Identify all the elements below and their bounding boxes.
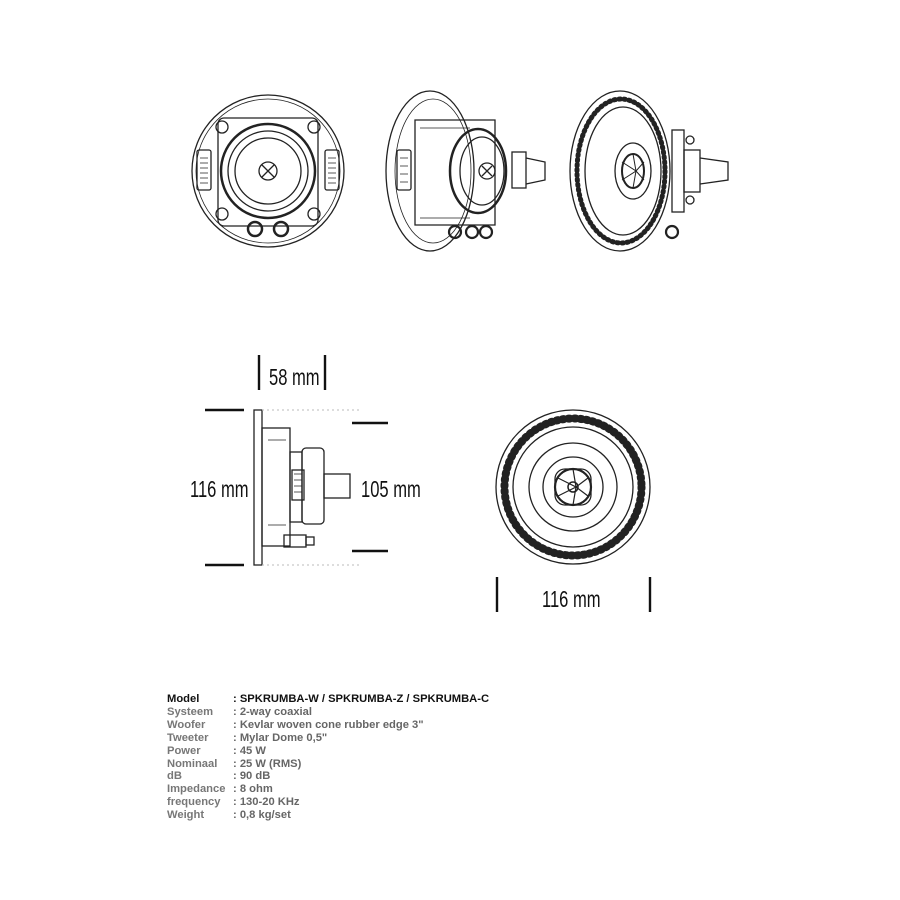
spec-key: Model (167, 693, 200, 705)
spec-value: : 0,8 kg/set (233, 809, 291, 822)
perspective-side-view-drawing (386, 91, 545, 251)
spec-row (167, 809, 489, 822)
height-dimension-label: 116 mm (190, 477, 249, 503)
spec-value: : 130-20 KHz (233, 796, 300, 809)
spec-value: : 90 dB (233, 770, 271, 783)
spec-row (167, 706, 489, 719)
spec-key: dB (167, 770, 182, 783)
spec-value: : 2-way coaxial (233, 705, 312, 718)
spec-key: Tweeter (167, 731, 209, 744)
spec-key: Power (167, 744, 201, 757)
perspective-front-view-drawing (570, 91, 728, 251)
diameter-dimension-label: 116 mm (542, 587, 601, 613)
spec-key: frequency (167, 796, 221, 809)
spec-row (167, 783, 489, 796)
spec-row (167, 732, 489, 745)
spec-row (167, 745, 489, 758)
spec-value: : 45 W (233, 744, 266, 757)
spec-value: : 8 ohm (233, 783, 273, 796)
spec-key: Impedance (167, 783, 226, 796)
spec-value: : 25 W (RMS) (233, 757, 302, 770)
spec-row (167, 758, 489, 771)
spec-value: : Mylar Dome 0,5" (233, 731, 328, 744)
specifications-table (167, 693, 489, 822)
depth-dimension-label: 58 mm (269, 365, 320, 391)
spec-row (167, 770, 489, 783)
spec-value: : SPKRUMBA-W / SPKRUMBA-Z / SPKRUMBA-C (233, 693, 490, 705)
rear-view-drawing (192, 95, 344, 247)
front-dimension-view-drawing (496, 410, 650, 564)
spec-key: Woofer (167, 718, 206, 731)
side-dimension-view-drawing (254, 410, 360, 565)
cutout-dimension-label: 105 mm (361, 477, 421, 503)
spec-key: Weight (167, 809, 205, 822)
spec-row (167, 796, 489, 809)
spec-row (167, 719, 489, 732)
spec-row (167, 693, 489, 706)
spec-value: : Kevlar woven cone rubber edge 3" (233, 718, 424, 731)
spec-key: Systeem (167, 705, 214, 718)
spec-key: Nominaal (167, 757, 218, 770)
